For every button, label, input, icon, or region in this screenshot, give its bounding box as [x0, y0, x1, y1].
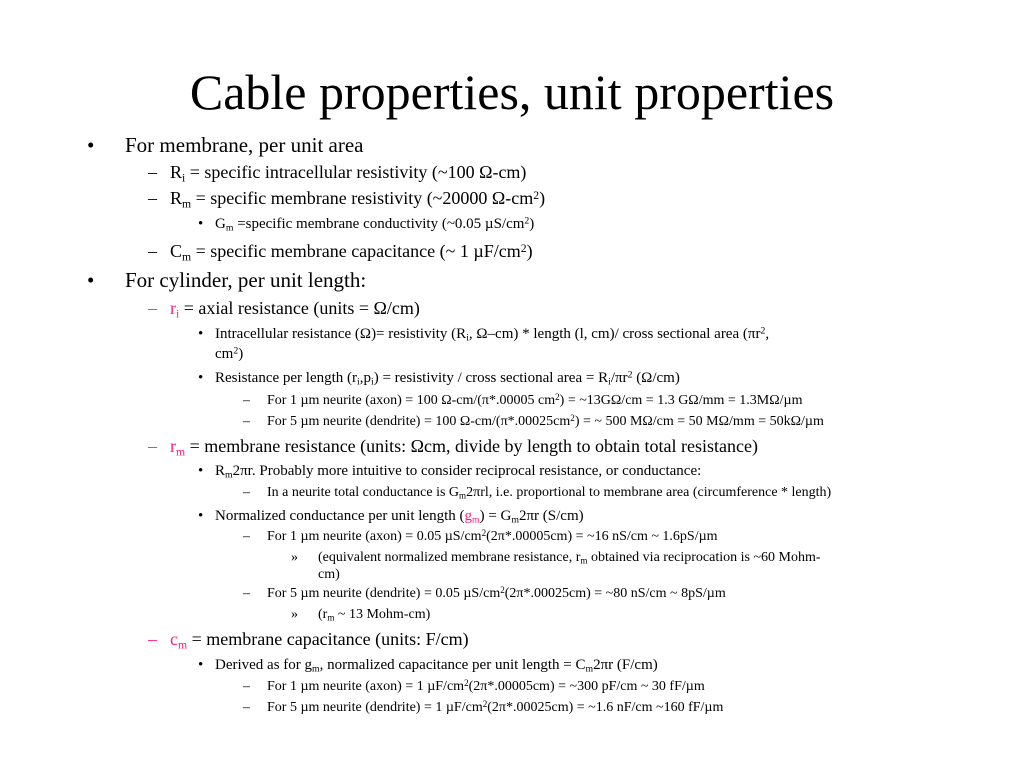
- dash-marker: –: [148, 436, 157, 456]
- subscript: m: [472, 514, 480, 526]
- subscript: i: [371, 376, 374, 388]
- item-text: = specific membrane resistivity (~20000 Ω-cm: [191, 188, 534, 208]
- list-item-axon-capacitance: [267, 678, 705, 695]
- item-text: For 1 µm neurite (axon) = 100 Ω-cm/(π*.00005 cm: [267, 393, 556, 408]
- symbol: g: [464, 508, 472, 524]
- list-item-equivalent-resistance-cont: [318, 566, 340, 583]
- item-text: For 5 µm neurite (dendrite) = 0.05 µS/cm: [267, 586, 501, 601]
- subscript: m: [182, 250, 192, 264]
- item-text: ): [529, 216, 535, 232]
- dash-marker: –: [148, 241, 157, 261]
- subscript: m: [312, 663, 320, 675]
- item-text: Resistance per length (r: [215, 370, 358, 386]
- bullet-marker: •: [87, 133, 95, 157]
- superscript: 2: [500, 584, 505, 595]
- bullet-marker: •: [198, 370, 204, 386]
- subscript: i: [608, 376, 611, 388]
- list-item-cm: [170, 240, 533, 262]
- subscript: m: [176, 445, 186, 459]
- item-text: ) = G: [479, 508, 512, 524]
- dash-marker: –: [148, 629, 157, 649]
- subscript: m: [225, 222, 234, 234]
- symbol: r: [170, 298, 176, 318]
- superscript: 2: [760, 325, 766, 337]
- item-text: (2π*.00005cm) = ~300 pF/cm ~ 30 fF/µm: [468, 679, 705, 694]
- list-item-intracellular-resistance-cont: [215, 345, 243, 363]
- dash-marker: –: [243, 586, 250, 601]
- item-text: = membrane resistance (units: Ωcm, divide by length to obtain total resistance): [185, 436, 758, 456]
- item-text: (2π*.00025cm) = ~80 nS/cm ~ 8pS/µm: [504, 586, 726, 601]
- list-item-total-conductance: [267, 484, 831, 501]
- list-item-resistance-per-length: [215, 369, 680, 387]
- symbol: r: [170, 436, 176, 456]
- item-text: For 5 µm neurite (dendrite) = 100 Ω-cm/(π*.00025cm: [267, 414, 571, 429]
- item-text: ) = ~ 500 MΩ/cm = 50 MΩ/mm = 50kΩ/µm: [574, 414, 824, 429]
- item-text: , normalized capacitance per unit length = C: [319, 657, 586, 673]
- item-text: R: [215, 463, 226, 479]
- list-item-intracellular-resistance: [215, 325, 769, 343]
- superscript: 2: [555, 391, 560, 402]
- item-text: Normalized conductance per unit length (: [215, 508, 465, 524]
- superscript: 2: [570, 412, 575, 423]
- list-item-axial-resistance: [170, 297, 420, 319]
- item-text: Derived as for g: [215, 657, 313, 673]
- item-text: obtained via reciprocation is ~60 Mohm-: [587, 550, 821, 565]
- list-item-normalized-conductance: [215, 507, 584, 525]
- dash-marker: –: [243, 393, 250, 408]
- dash-marker: –: [148, 188, 157, 208]
- subscript: i: [176, 307, 180, 321]
- item-text: ,p: [359, 370, 371, 386]
- item-text: (2π*.00005cm) = ~16 nS/cm ~ 1.6pS/µm: [486, 529, 718, 544]
- item-text: , Ω–cm) * length (l, cm)/ cross sectional area (πr: [468, 326, 761, 342]
- list-item-membrane-capacitance: [170, 628, 469, 650]
- item-text: ): [539, 188, 546, 208]
- list-item-rm2pir: [215, 462, 701, 480]
- item-text: (equivalent normalized membrane resistance, r: [318, 550, 581, 565]
- subscript: m: [327, 612, 335, 623]
- list-item-axon-conductance: [267, 528, 718, 545]
- symbol: C: [170, 241, 183, 261]
- superscript: 2: [520, 241, 527, 255]
- raquo-marker: »: [291, 607, 298, 622]
- subscript: m: [585, 663, 594, 675]
- subscript: m: [225, 469, 233, 481]
- item-text: /πr: [610, 370, 628, 386]
- item-text: 2πrl, i.e. proportional to membrane area (circumference * length): [466, 485, 832, 500]
- raquo-marker: »: [291, 550, 298, 565]
- superscript: 2: [482, 698, 488, 709]
- item-text: (r: [318, 607, 328, 622]
- subscript: m: [459, 490, 467, 501]
- item-text: = specific membrane capacitance (~ 1 µF/cm: [191, 241, 521, 261]
- superscript: 2: [533, 188, 540, 202]
- dash-marker: –: [243, 700, 250, 715]
- list-item-rm-13: [318, 606, 430, 623]
- item-text: (2π*.00025cm) = ~1.6 nF/cm ~160 fF/µm: [487, 700, 724, 715]
- slide-title: Cable properties, unit properties: [189, 64, 835, 120]
- item-text: = axial resistance (units = Ω/cm): [179, 298, 420, 318]
- item-text: ~ 13 Mohm-cm): [334, 607, 431, 622]
- item-text: 2πr. Probably more intuitive to consider reciprocal resistance, or conductance:: [232, 463, 702, 479]
- symbol: R: [170, 162, 183, 182]
- subscript: m: [511, 514, 519, 526]
- list-item-cylinder: [125, 268, 366, 292]
- list-item-dendrite-resistance: [267, 413, 824, 430]
- list-item-dendrite-capacitance: [267, 699, 723, 716]
- symbol: R: [170, 188, 183, 208]
- item-text: (Ω/cm): [632, 370, 680, 386]
- list-item-axon-resistance: [267, 392, 802, 409]
- dash-marker: –: [243, 679, 250, 694]
- list-item-membrane-resistance: [170, 435, 758, 457]
- superscript: 2: [627, 369, 633, 381]
- item-text: 2πr (F/cm): [593, 657, 658, 673]
- item-text: ) = ~13GΩ/cm = 1.3 GΩ/mm = 1.3MΩ/µm: [559, 393, 803, 408]
- superscript: 2: [524, 215, 530, 227]
- item-text: For 1 µm neurite (axon) = 1 µF/cm: [267, 679, 465, 694]
- bullet-marker: •: [198, 216, 204, 232]
- item-text: ) = resistivity / cross sectional area = R: [373, 370, 609, 386]
- item-text: Intracellular resistance (Ω)= resistivity (R: [215, 326, 467, 342]
- item-text: For cylinder, per unit length:: [125, 268, 367, 292]
- list-item-membrane: [125, 133, 364, 157]
- item-text: ): [526, 241, 533, 261]
- item-text: For 5 µm neurite (dendrite) = 1 µF/cm: [267, 700, 483, 715]
- list-item-derived-capacitance: [215, 656, 658, 674]
- dash-marker: –: [148, 162, 157, 182]
- item-text: =specific membrane conductivity (~0.05 µS/cm: [233, 216, 525, 232]
- subscript: m: [178, 638, 188, 652]
- subscript: i: [466, 332, 469, 344]
- dash-marker: –: [243, 414, 250, 429]
- item-text: For 1 µm neurite (axon) = 0.05 µS/cm: [267, 529, 482, 544]
- bullet-marker: •: [198, 463, 204, 479]
- item-text: For membrane, per unit area: [125, 133, 364, 157]
- subscript: i: [182, 171, 186, 185]
- list-item-gm: [215, 215, 534, 233]
- dash-marker: –: [148, 298, 157, 318]
- superscript: 2: [481, 527, 487, 538]
- item-text: In a neurite total conductance is G: [267, 485, 460, 500]
- dash-marker: –: [243, 485, 250, 500]
- list-item-rm: [170, 187, 545, 209]
- item-text: = specific intracellular resistivity (~100 Ω-cm): [189, 162, 527, 182]
- bullet-marker: •: [198, 508, 204, 524]
- item-text: cm): [318, 567, 340, 582]
- subscript: m: [182, 197, 192, 211]
- list-item-dendrite-conductance: [267, 585, 726, 602]
- item-text: ): [238, 346, 244, 362]
- list-item-equivalent-resistance: [318, 549, 821, 566]
- item-text: = membrane capacitance (units: F/cm): [187, 629, 469, 649]
- bullet-marker: •: [198, 657, 204, 673]
- dash-marker: –: [243, 529, 250, 544]
- item-text: 2πr (S/cm): [518, 508, 584, 524]
- bullet-marker: •: [87, 268, 95, 292]
- superscript: 2: [233, 345, 239, 357]
- symbol: c: [170, 629, 178, 649]
- item-text: cm: [215, 346, 234, 362]
- subscript: m: [580, 555, 588, 566]
- bullet-marker: •: [198, 326, 204, 342]
- item-text: ,: [765, 326, 770, 342]
- superscript: 2: [464, 677, 469, 688]
- symbol: G: [215, 216, 226, 232]
- list-item-ri: [170, 161, 526, 183]
- subscript: i: [357, 376, 360, 388]
